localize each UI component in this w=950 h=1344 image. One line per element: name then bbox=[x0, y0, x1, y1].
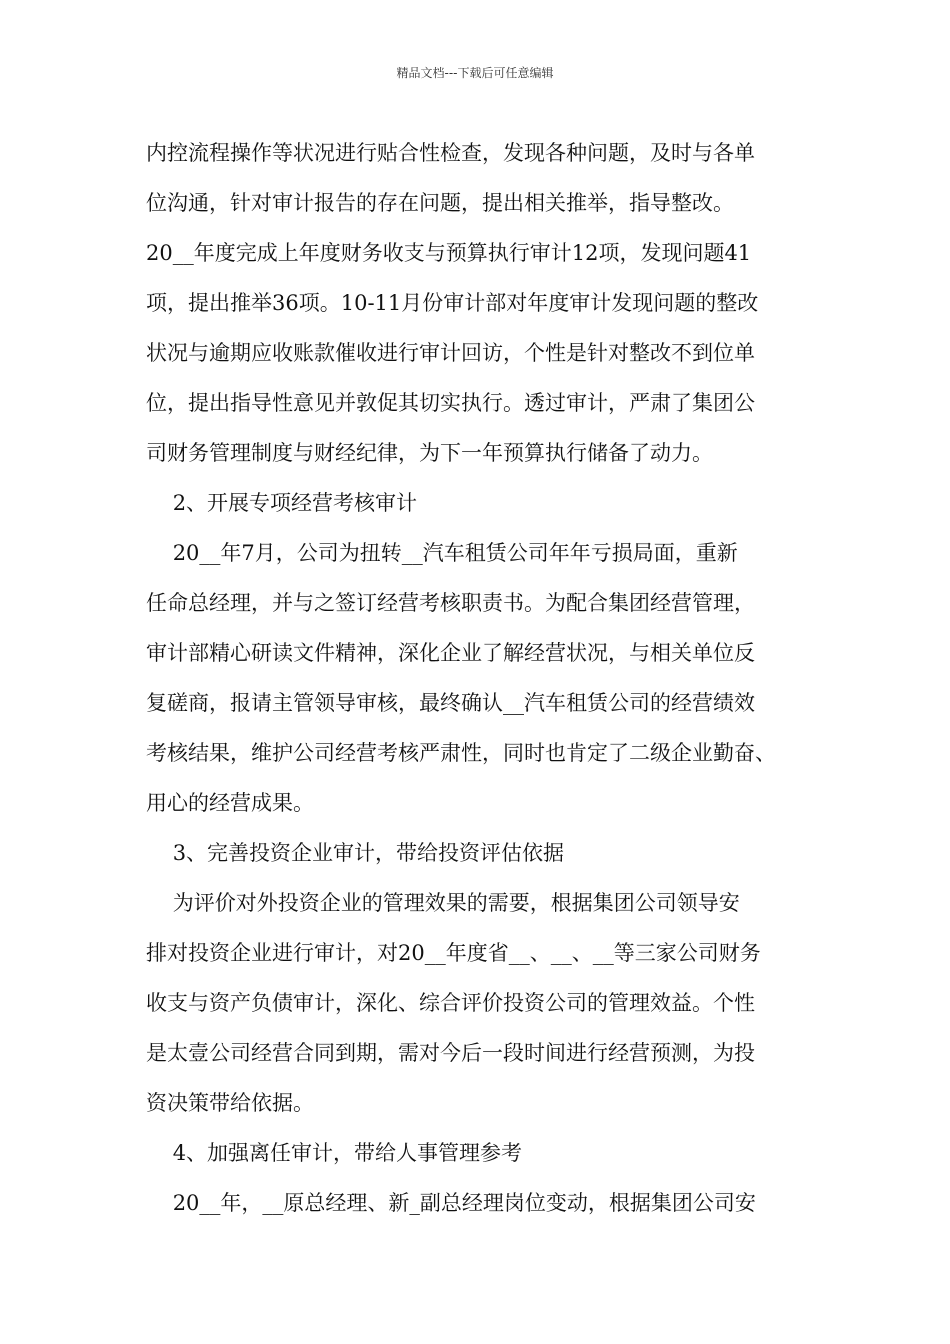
text-line: 位沟通，针对审计报告的存在问题，提出相关推举，指导整改。 bbox=[146, 191, 734, 215]
text-line: 20__年7月，公司为扭转__汽车租赁公司年年亏损局面，重新 bbox=[146, 541, 738, 565]
section-heading: 2、开展专项经营考核审计 bbox=[146, 491, 418, 515]
text-line: 审计部精心研读文件精神，深化企业了解经营状况，与相关单位反 bbox=[146, 641, 755, 665]
text-line: 任命总经理，并与之签订经营考核职责书。为配合集团经营管理， bbox=[146, 591, 755, 615]
text-line: 位，提出指导性意见并敦促其切实执行。透过审计，严肃了集团公 bbox=[146, 391, 755, 415]
document-body bbox=[146, 128, 826, 1228]
text-line: 为评价对外投资企业的管理效果的需要，根据集团公司领导安 bbox=[146, 891, 740, 915]
text-line: 状况与逾期应收账款催收进行审计回访，个性是针对整改不到位单 bbox=[146, 341, 755, 365]
text-line: 20__年度完成上年度财务收支与预算执行审计12项，发现问题41 bbox=[146, 241, 752, 265]
text-line: 用心的经营成果。 bbox=[146, 791, 314, 815]
text-line: 项，提出推举36项。10-11月份审计部对年度审计发现问题的整改 bbox=[146, 291, 759, 315]
text-line: 资决策带给依据。 bbox=[146, 1091, 314, 1115]
text-line: 排对投资企业进行审计，对20__年度省__、__、__等三家公司财务 bbox=[146, 941, 761, 965]
section-heading: 4、加强离任审计，带给人事管理参考 bbox=[146, 1141, 523, 1165]
text-line: 收支与资产负债审计，深化、综合评价投资公司的管理效益。个性 bbox=[146, 991, 755, 1015]
text-line: 内控流程操作等状况进行贴合性检查，发现各种问题，及时与各单 bbox=[146, 141, 755, 165]
text-line: 司财务管理制度与财经纪律，为下一年预算执行储备了动力。 bbox=[146, 441, 713, 465]
text-line: 是太壹公司经营合同到期，需对今后一段时间进行经营预测，为投 bbox=[146, 1041, 755, 1065]
text-line: 考核结果，维护公司经营考核严肃性，同时也肯定了二级企业勤奋、 bbox=[146, 741, 776, 765]
text-line: 复磋商，报请主管领导审核，最终确认__汽车租赁公司的经营绩效 bbox=[146, 691, 755, 715]
text-line: 20__年，__原总经理、新_副总经理岗位变动，根据集团公司安 bbox=[146, 1191, 756, 1215]
page-header: 精品文档---下载后可任意编辑 bbox=[396, 66, 554, 80]
section-heading: 3、完善投资企业审计，带给投资评估依据 bbox=[146, 841, 565, 865]
